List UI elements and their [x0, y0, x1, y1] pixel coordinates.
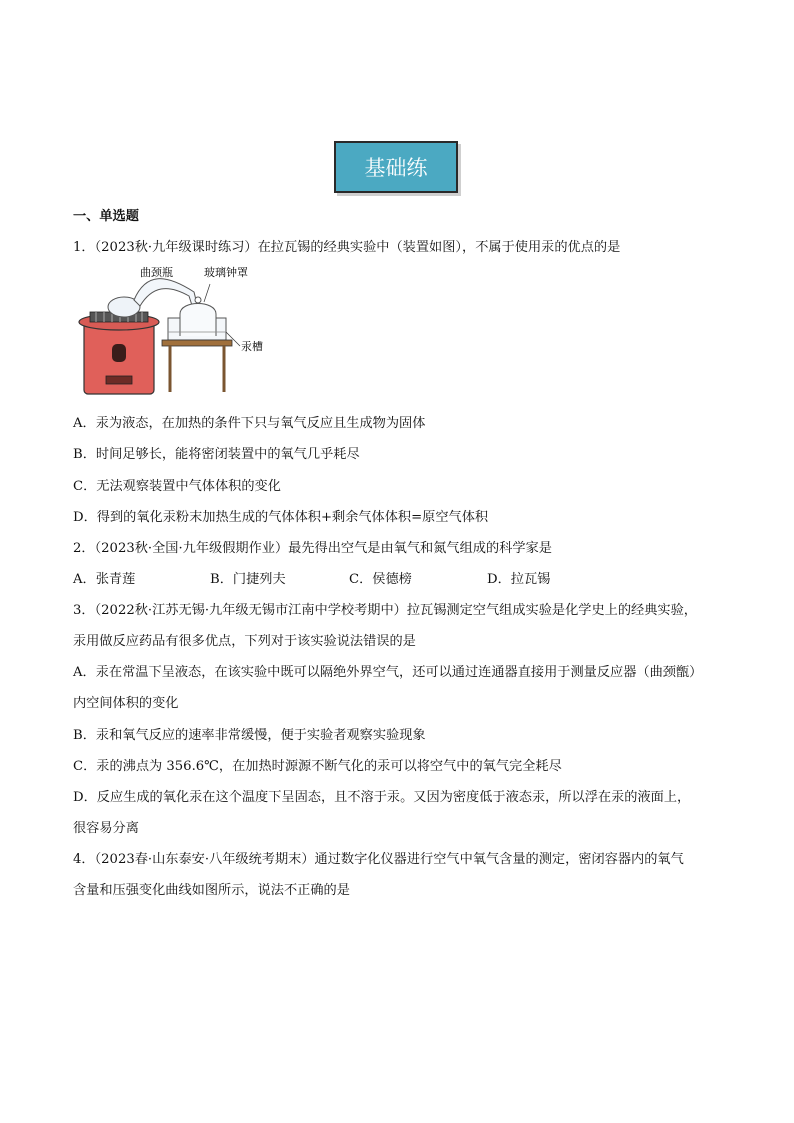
q2-option-c[interactable]: C．侯德榜	[349, 572, 412, 587]
q1-option-d[interactable]: D．得到的氧化汞粉末加热生成的气体体积+剩余气体体积=原空气体积	[73, 510, 489, 525]
q2-option-b[interactable]: B．门捷列夫	[210, 572, 286, 587]
q1-option-c[interactable]: C．无法观察装置中气体体积的变化	[73, 479, 281, 494]
q1-stem: 1．（2023秋·九年级课时练习）在拉瓦锡的经典实验中（装置如图），不属于使用汞的优点的是	[73, 240, 621, 255]
q4-stem-line2: 含量和压强变化曲线如图所示，说法不正确的是	[73, 883, 350, 898]
table-top	[162, 340, 232, 346]
q2-stem: 2．（2023秋·全国·九年级假期作业）最先得出空气是由氧气和氮气组成的科学家是	[73, 541, 552, 556]
q3-option-a-cont: 内空间体积的变化	[73, 696, 179, 711]
stove-door	[106, 376, 132, 384]
lavoisier-apparatus-figure	[76, 262, 276, 398]
section-banner	[334, 141, 458, 193]
label-trough: 汞槽	[241, 340, 263, 353]
q2-option-a[interactable]: A．张青莲	[73, 572, 136, 587]
banner-title: 基础练	[364, 156, 428, 180]
stove-window	[112, 344, 126, 362]
q3-option-d[interactable]: D．反应生成的氧化汞在这个温度下呈固态，且不溶于汞。又因为密度低于液态汞，所以浮在汞的液面上，	[73, 790, 691, 805]
q4-stem-line1: 4．（2023春·山东泰安·八年级统考期末）通过数字化仪器进行空气中氧气含量的测定，密闭容器内的氧气	[73, 852, 684, 867]
bell-jar	[180, 304, 216, 337]
q1-option-a[interactable]: A．汞为液态，在加热的条件下只与氧气反应且生成物为固体	[73, 416, 426, 431]
q3-option-b[interactable]: B．汞和氧气反应的速率非常缓慢，便于实验者观察实验现象	[73, 728, 426, 743]
label-retort: 曲颈瓶	[140, 266, 173, 279]
q3-option-a[interactable]: A．汞在常温下呈液态，在该实验中既可以隔绝外界空气，还可以通过连通器直接用于测量反应器（曲颈甑）	[73, 665, 703, 680]
q3-option-d-cont: 很容易分离	[73, 821, 139, 836]
label-bell-jar: 玻璃钟罩	[204, 266, 248, 279]
q3-stem-line2: 汞用做反应药品有很多优点，下列对于该实验说法错误的是	[73, 634, 416, 649]
q3-stem-line1: 3．（2022秋·江苏无锡·九年级无锡市江南中学校考期中）拉瓦锡测定空气组成实验是化学史上的经典实验，	[73, 603, 697, 618]
q1-option-b[interactable]: B．时间足够长，能将密闭装置中的氧气几乎耗尽	[73, 447, 360, 462]
section-title: 一、单选题	[73, 209, 139, 224]
q2-option-d[interactable]: D．拉瓦锡	[487, 572, 551, 587]
q3-option-c[interactable]: C．汞的沸点为 356.6℃，在加热时源源不断气化的汞可以将空气中的氧气完全耗尽	[73, 759, 562, 774]
